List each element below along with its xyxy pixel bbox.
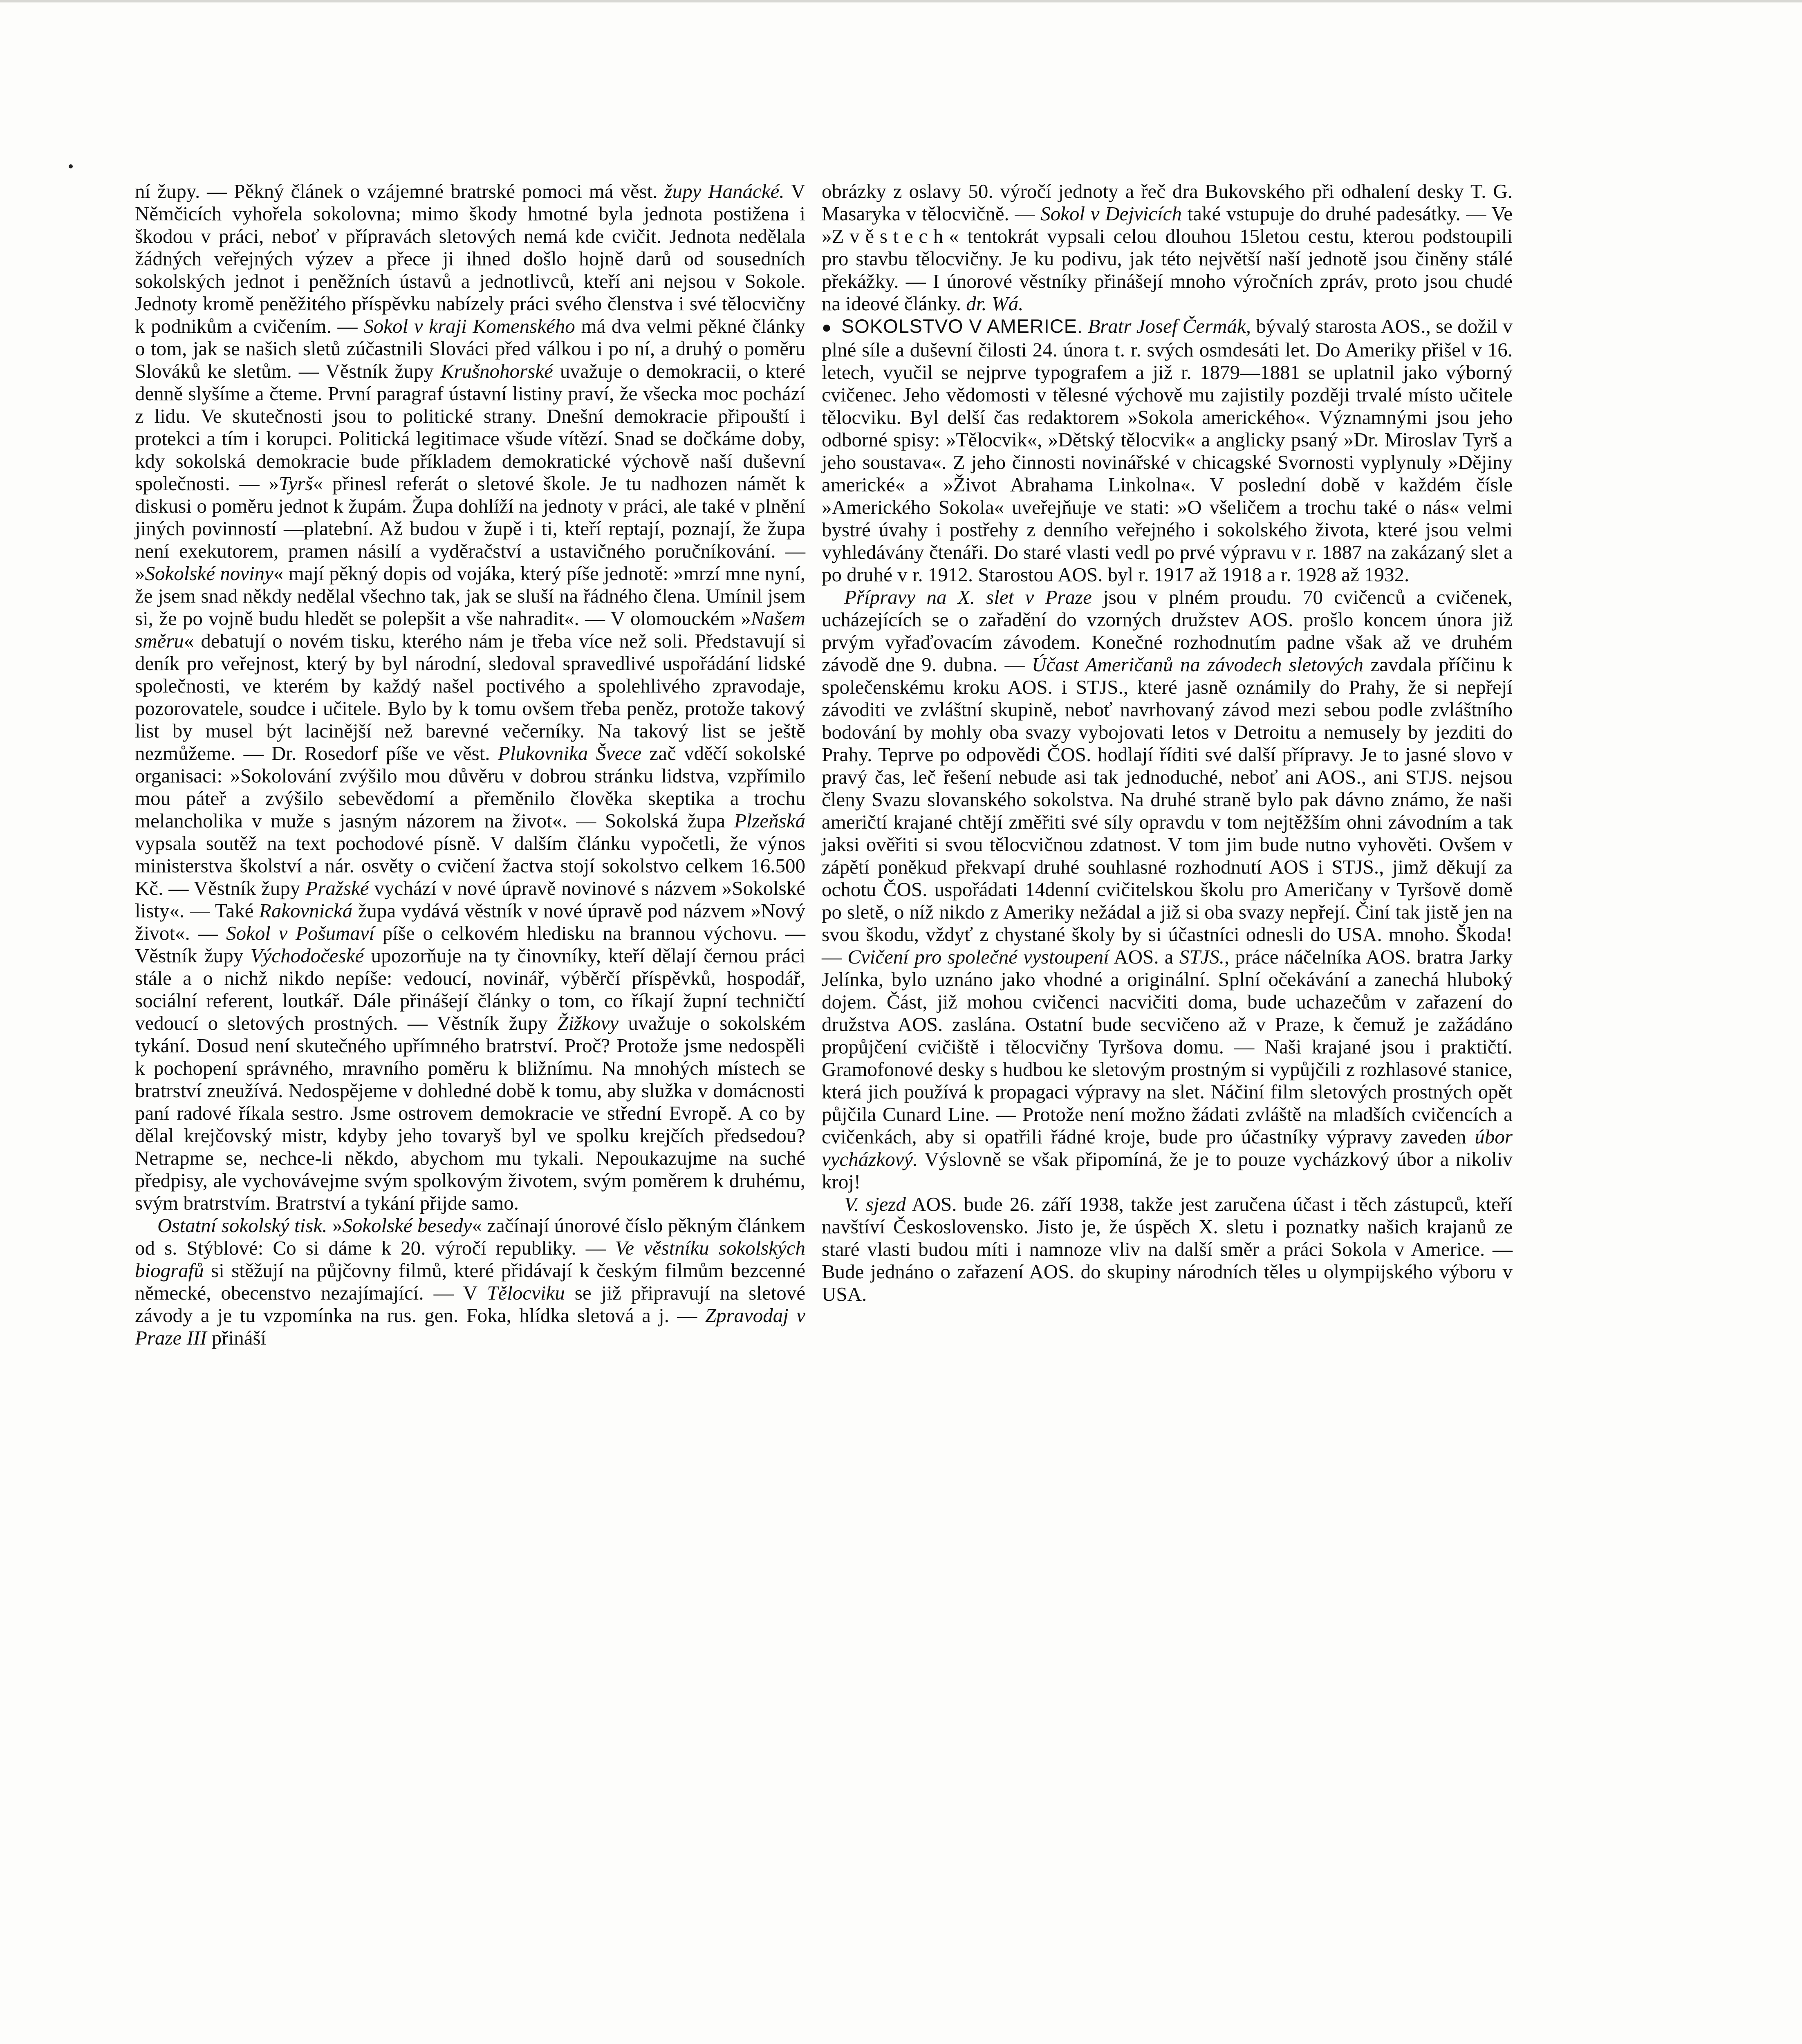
text-segment: zavdala příčinu k společenskému kroku AOS. i STJS., které jasně oznámily do Prahy, že si nepřejí závoditi ve zvláštní skupině, neboť navrhovaný závod mezi sebou podle zvláštního bodování by mohly oba svazy vybojovati letos v Detroitu a nemusely by jezditi do Prahy. Teprve po odpovědi ČOS. hodlají říditi své další přípravy. Je to jasné slovo v pravý čas, leč řešení nebude asi tak jednoduché, neboť ani AOS., ani STJS. nejsou členy Svazu slovanského sokolstva. Na druhé straně bylo pak dávno známo, že naši američtí krajané chtějí změřiti své síly opravdu v tom nejtěžším ohni závodním a tak jaksi ověřiti si svou tělocvičnou zdatnost. V tom jim bude nutno vyhověti. Ovšem v zápětí poněkud překvapí druhé souhlasné rozhodnutí AOS i STJS., jimž děkují za ochotu ČOS. uspořádati 14denní cvičitelskou školu pro Američany v Tyršově domě po sletě, o níž nikdo z Ameriky nežádal a již si oba svazy nepřejí. Činí tak jistě jen na svou škodu, vždyť z chystané školy by si účastníci odnesli do USA. mnoho. Škoda! — (822, 653, 1513, 968)
italic-text-segment: Sokolské noviny (145, 562, 273, 585)
right-paragraph-2 (822, 315, 1513, 586)
italic-text-segment: Sokol v Pošumaví (226, 922, 375, 944)
italic-text-segment: Bratr Josef Čermák, (1088, 315, 1251, 337)
scan-edge-top (0, 0, 1802, 2)
italic-text-segment: Cvičení pro společné vystoupení (847, 946, 1109, 968)
text-segment: také vstupuje do druhé padesátky. — Ve » (822, 202, 1513, 247)
italic-text-segment: úbor vycházkový. (822, 1125, 1513, 1170)
italic-text-segment: V. sjezd (844, 1193, 906, 1215)
text-segment: « debatují o novém tisku, kterého nám je třeba více než soli. Představují si deník pro veřejnost, který by byl národní, sledoval spravedlivé uspořádání lidské společnosti, ve kterém by každý našel poctivého a spolehlivého zpravodaje, pozorovatele, soudce i učitele. Bylo by k tomu ovšem třeba peněz, protože takový list by musel být lacinější než barevné večerníky. Na takový list se ještě nezmůžeme. — Dr. Rosedorf píše ve věst. (135, 630, 805, 764)
margin-speck (69, 164, 73, 168)
italic-text-segment: Ostatní sokolský tisk. (157, 1214, 327, 1237)
text-segment: obrázky z oslavy 50. výročí jednoty a řeč dra Bukovského při odhalení desky T. G. Masaryka v tělocvičně. — (822, 180, 1513, 225)
text-segment: » (327, 1214, 343, 1237)
text-segment: bývalý starosta AOS., se dožil v plné síle a duševní čilosti 24. února t. r. svých osmdesáti let. Do Ameriky přišel v 16. letech, vyučil se nejprve typografem a již r. 1879—1881 se uplatnil jako výborný cvičenec. Jeho vědomosti v tělesné výchově mu zajistily později trvalé místo učitele tělocviku. Byl delší čas redaktorem »Sokola amerického«. Významnými jsou jeho odborné spisy: »Tělocvik«, »Dětský tělocvik« a anglicky psaný »Dr. Miroslav Tyrš a jeho soustava«. Z jeho činnosti novinářské v chicagské Svornosti vyplynuly »Dějiny americké« a »Život Abrahama Linkolna«. V poslední době v každém čísle »Amerického Sokola« uveřejňuje ve stati: »O všeličem a trochu také o nás« velmi bystré úvahy i postřehy z denního veřejného i sokolského života, které jsou velmi vyhledávány čtenáři. Do staré vlasti vedl po prvé výpravu v r. 1887 na zakázaný slet a po druhé v r. 1912. Starostou AOS. byl r. 1917 až 1918 a r. 1928 až 1932. (822, 315, 1513, 586)
italic-text-segment: Krušnohorské (440, 360, 553, 382)
text-segment: se již připravují na sletové závody a je tu vzpomínka na rus. gen. Foka, hlídka sletová a j. — (135, 1282, 805, 1327)
italic-text-segment: STJS. (1179, 946, 1224, 968)
text-segment: župa vydává věstník v nové úpravě pod názvem »Nový život«. — (135, 899, 805, 944)
text-segment: AOS. bude 26. září 1938, takže jest zaručena účast i těch zástupců, kteří navštíví Československo. Jisto je, že úspěch X. sletu i poznatky našich krajanů ze staré vlasti budou míti i namnoze vliv na další směr a práci Sokola v Americe. — Bude jednáno o zařazení AOS. do skupiny národních těles u olympijského výboru v USA. (822, 1193, 1513, 1305)
left-column (135, 180, 805, 1349)
text-segment: AOS. a (1109, 946, 1179, 968)
italic-text-segment: Zpravodaj v Praze III (135, 1304, 805, 1349)
italic-text-segment: Pražské (305, 877, 369, 899)
text-segment: píše o celkovém hledisku na brannou výchovu. — Věstník župy (135, 922, 805, 967)
text-segment: jsou v plném proudu. 70 cvičenců a cvičenek, ucházejících se o zařadění do vzorných družstev AOS. prošlo koncem února již prvým vyřaďovacím závodem. Konečné rozhodnutím padne však až ve druhém závodě dne 9. dubna. — (822, 586, 1513, 676)
left-paragraph-2 (135, 1214, 805, 1349)
text-segment: si stěžují na půjčovny filmů, které přidávají k českým filmům bezcenné německé, obecenstvo nezajímající. — V (135, 1259, 805, 1304)
italic-text-segment: dr. Wá. (966, 292, 1024, 315)
text-segment: Výslovně se však připomíná, že je to pouze vycházkový úbor a nikoliv kroj! (822, 1148, 1513, 1193)
text-segment: vypsala soutěž na text pochodové písně. V dalším článku vypočetli, že výnos ministerstva školství a nár. osvěty o cvičení žactva stojí sokolstvo celkem 16.500 Kč. — Věstník župy (135, 832, 805, 899)
italic-text-segment: Rakovnická (259, 899, 353, 922)
text-segment: Zvěstech (832, 225, 949, 247)
italic-text-segment: Našem směru (135, 607, 805, 652)
text-segment: V Němčicích vyhořela sokolovna; mimo škody hmotné byla jednota postižena i škodou v práci, neboť v přípravách sletových nemá kde cvičit. Jednota nedělala žádných veřejných výzev a přece ji ihned došlo hojně darů od sousedních sokolských jednot i peněžních ústavů a jednotlivců, kteří ani nejsou v Sokole. Jednoty kromě peněžitého příspěvku nabízely práci svého členstva i své tělocvičny k podnikům a cvičením. — (135, 180, 805, 337)
italic-text-segment: Tělocviku (487, 1282, 565, 1304)
italic-text-segment: Sokolské besedy (342, 1214, 472, 1237)
text-segment (1083, 315, 1088, 337)
italic-text-segment: Plukovnika Švece (498, 742, 642, 764)
right-paragraph-3 (822, 586, 1513, 1193)
italic-text-segment: Účast Američanů na závodech sletových (1031, 653, 1364, 676)
text-segment: přináší (206, 1327, 267, 1349)
italic-text-segment: Sokol v Dejvicích (1040, 202, 1182, 225)
text-segment: « začínají únorové číslo pěkným článkem od s. Stýblové: Co si dáme k 20. výročí republiky. — (135, 1214, 805, 1259)
text-segment: vychází v nové úpravě novinové s názvem »Sokolské listy«. — Také (135, 877, 805, 922)
text-segment: uvažuje o sokolském tykání. Dosud není skutečného upřímného bratrství. Proč? Protože jsme nedospěli k pochopení správného, mravního poměru k bližnímu. Na mnohých místech se bratrství zneužívá. Nedospějeme v dohledné době k tomu, aby služka v domácnosti paní radové říkala sestro. Jsme ostrovem demokracie ve střední Evropě. A co by dělal krejčovský mistr, kdyby jeho tovaryš byl ve spolku krejčích předsedou? Netrapme se, nechce-li někdo, abychom mu tykali. Nepoukazujme na suché předpisy, ale vychovávejme svým spolkovým životem, svým poměrem k druhému, svým bratrstvím. Bratrství a tykání přijde samo. (135, 1012, 805, 1214)
bullet-icon: ● (822, 318, 832, 336)
text-segment: zač vděčí sokolské organisaci: »Sokolování zvýšilo mou důvěru v dobrou stránku lidstva, vzpřímilo mou páteř a zvýšilo sebevědomí a přeměnilo člověka skeptika a trochu melancholika v muže s jasným názorem na život«. — Sokolská župa (135, 742, 806, 832)
text-segment: uvažuje o demokracii, o které denně slyšíme a čteme. První paragraf ústavní listiny praví, že všecka moc pochází z lidu. Ve skutečnosti jsou to politické strany. Dnešní demokracie připouští i protekci a tím i korupci. Politická legitimace všude vítězí. Snad se dočkáme doby, kdy sokolská demokracie bude příkladem demokratické výchově naší duševní společnosti. — » (135, 360, 805, 495)
italic-text-segment: župy Hanácké. (664, 180, 784, 202)
italic-text-segment: Východočeské (250, 944, 364, 967)
italic-text-segment: Plzeňská (734, 809, 805, 832)
text-segment: « přinesl referát o sletové škole. Je tu nadhozen námět k diskusi o poměru jednot k župám. Župa dohlíží na jednoty v práci, ale také v plnění jiných povinností —platební. Až budou v župě i ti, kteří reptají, poznají, že župa není exekutorem, pramen násilí a vyděračství a ustavičného poručníkování. — » (135, 472, 805, 585)
italic-text-segment: Tyrš (279, 472, 313, 495)
right-paragraph-1 (822, 180, 1513, 315)
right-column (822, 180, 1513, 1305)
text-segment: ní župy. — Pěkný článek o vzájemné bratrské pomoci má věst. (135, 180, 665, 202)
left-paragraph-1 (135, 180, 805, 1214)
text-segment: upozorňuje na ty činovníky, kteří dělají černou práci stále a o nichž nikdo nepíše: vedoucí, novinář, výběrčí příspěvků, hospodář, sociální referent, loutkář. Dále přinášejí články o tom, co říkají župní techničtí vedoucí o sletových prostných. — Věstník župy (135, 944, 805, 1034)
section-heading: SOKOLSTVO V AMERICE. (841, 315, 1083, 337)
italic-text-segment: Sokol v kraji Komenského (363, 315, 575, 337)
text-segment: « mají pěkný dopis od vojáka, který píše jednotě: »mrzí mne nyní, že jsem snad někdy nedělal všechno tak, jak se sluší na řádného člena. Umínil jsem si, že po vojně budu hledět se polepšit a vše nahradit«. — V olomouckém » (135, 562, 805, 630)
right-paragraph-2-body (822, 315, 1513, 586)
text-segment: , práce náčelníka AOS. bratra Jarky Jelínka, bylo uznáno jako vhodné a originální. Splní očekávání a zanechá hluboký dojem. Část, již mohou cvičenci nacvičiti doma, bude uchazečům v zařazení do družstva AOS. zaslána. Ostatní bude secvičeno až v Praze, k čemuž je zažádáno propůjčení cvičiště i tělocvičny Tyršova domu. — Naši krajané jsou i praktičtí. Gramofonové desky s hudbou ke sletovým prostným si vypůjčili z rozhlasové stanice, která jich používá k propagaci výpravy na slet. Náčiní film sletových prostných opět půjčila Cunard Line. — Protože není možno žádati zvláště na mladších cvičencích a cvičenkách, aby si opatřili řádné kroje, bude pro účastníky výpravy zaveden (822, 946, 1513, 1148)
right-paragraph-4 (822, 1193, 1513, 1305)
text-segment: má dva velmi pěkné články o tom, jak se našich sletů zúčastnili Slováci před válkou i po ní, a druhý o poměru Slováků ke sletům. — Věstník župy (135, 315, 805, 382)
italic-text-segment: Žižkovy (557, 1012, 619, 1034)
text-segment: « tentokrát vypsali celou dlouhou 15letou cestu, kterou podstoupili pro stavbu tělocvičny. Je ku podivu, jak této největší naší jednotě jsou činěny stálé překážky. — I únorové věstníky přinášejí mnoho výročních zpráv, proto jsou chudé na ideové články. (822, 225, 1513, 315)
italic-text-segment: Ve věstníku sokolských biografů (135, 1237, 805, 1282)
italic-text-segment: Přípravy na X. slet v Praze (844, 586, 1092, 608)
